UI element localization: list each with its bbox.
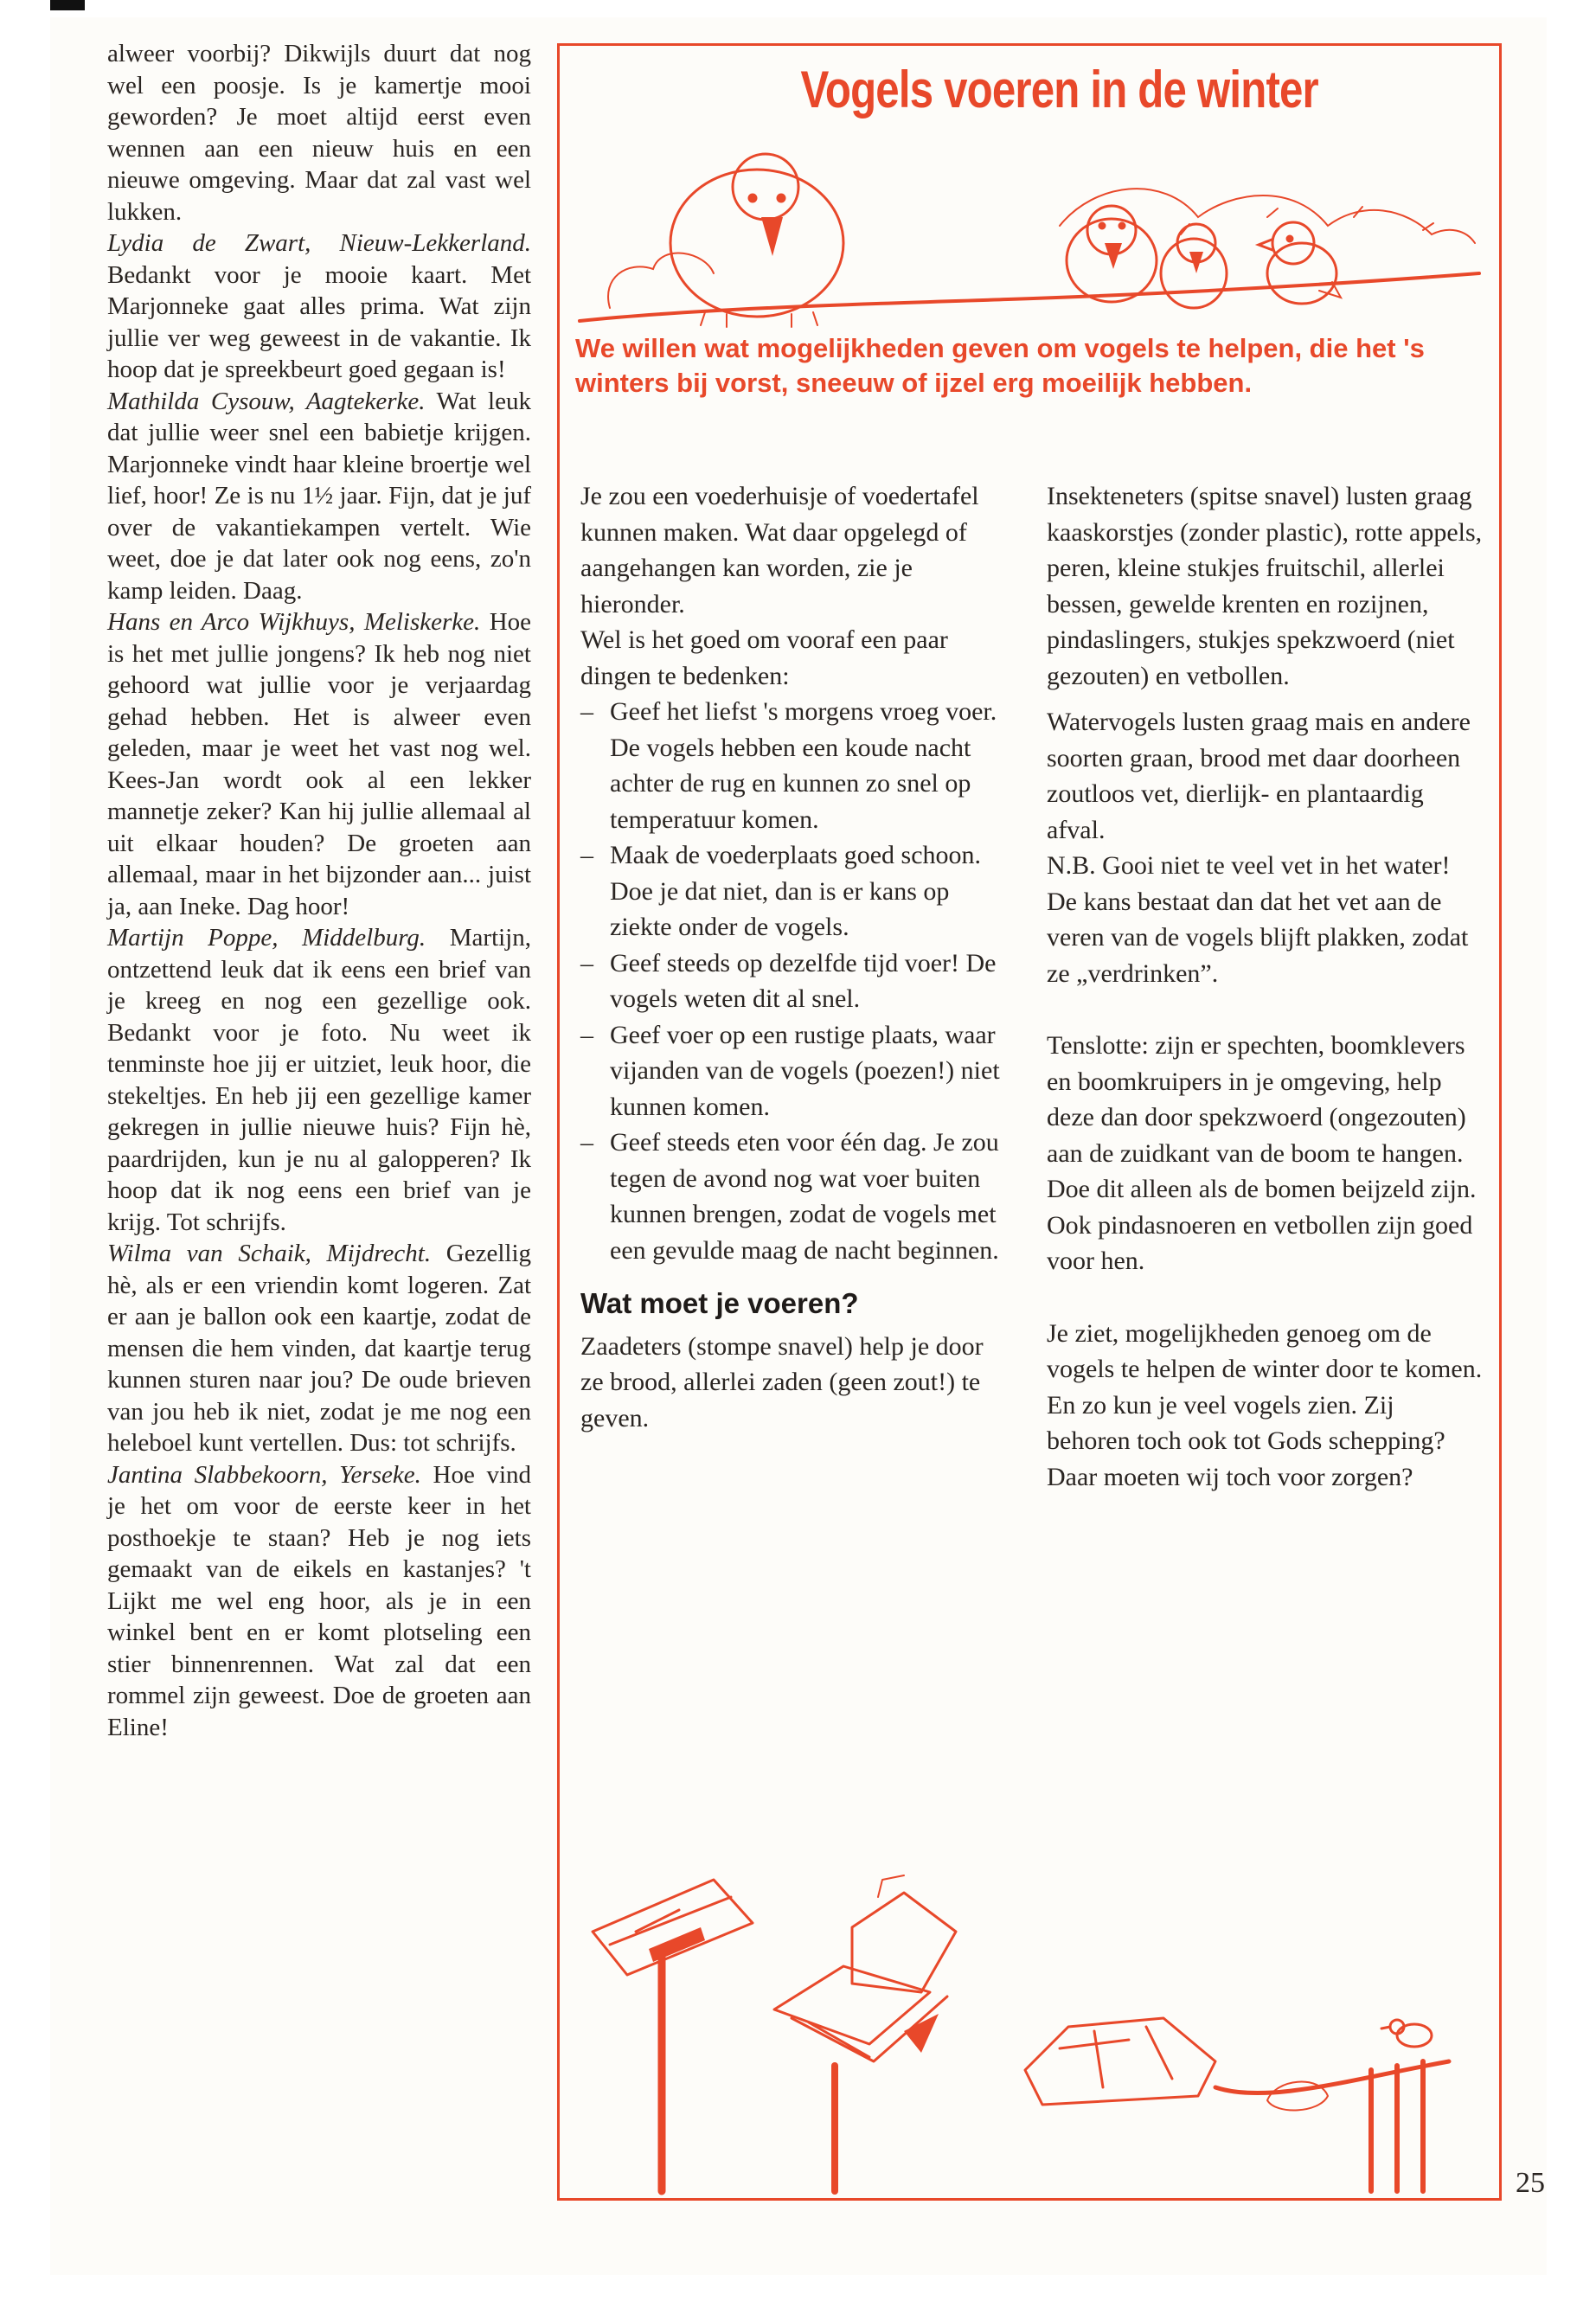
article-column-1 bbox=[580, 478, 1004, 1436]
paragraph: Tenslotte: zijn er spechten, boomklevers en boomkruipers in je omgeving, help deze dan door spekzwoerd (ongezouten) aan de zuidkant van de boom te hangen. Doe dit alleen als de bomen beijzeld zijn. Ook pindasnoeren en vetbollen zijn goed voor hen. bbox=[1047, 1031, 1477, 1275]
letter-reply: Mathilda Cysouw, Aagtekerke. Wat leuk dat jullie weer snel een babietje krijgen. Marjonneke vindt haar kleine broertje wel lief, hoor! Ze is nu 1½ jaar. Fijn, dat je juf over de vakantiekampen vertelt. Wie weet, doe je dat later ook nog eens, zo'n kamp leiden. Daag. bbox=[107, 387, 531, 605]
letter-reply: Martijn Poppe, Middelburg. Martijn, ontzettend leuk dat ik eens een brief van je kreeg en nog een gezellige ook. Bedankt voor je foto. Nu weet ik tenminste hoe jij er uitziet, leuk hoor, die stekeltjes. En heb jij een gezellige kamer gekregen in jullie nieuwe huis? Fijn hè, paardrijden, kun je nu al galopperen? Ik hoop dat ik nog eens een brief van je krijg. Tot schrijfs. bbox=[107, 924, 531, 1236]
bullet-dash: – bbox=[580, 1020, 593, 1049]
bullet-dash: – bbox=[580, 1128, 593, 1157]
letter-sender: Mathilda Cysouw, Aagtekerke. bbox=[107, 387, 426, 415]
paragraph: Wel is het goed om vooraf een paar dingen te bedenken: bbox=[580, 625, 948, 690]
tip-list-item: – Geef steeds eten voor één dag. Je zou tegen de avond nog wat voer buiten kunnen brengen, zodat de vogels met een gevulde maag de nacht beginnen. bbox=[580, 1125, 1004, 1268]
spacer bbox=[1047, 694, 1484, 704]
tip-list-item: – Geef steeds op dezelfde tijd voer! De vogels weten dit al snel. bbox=[580, 945, 1004, 1017]
tip-list-item: – Geef het liefst 's morgens vroeg voer. De vogels hebben een koude nacht achter de rug en kunnen zo snel op temperatuur komen. bbox=[580, 694, 1004, 837]
article-title: Vogels voeren in de winter bbox=[800, 61, 1318, 119]
tip-list-item: – Geef voer op een rustige plaats, waar vijanden van de vogels (poezen!) niet kunnen komen. bbox=[580, 1017, 1004, 1125]
letter-sender: Hans en Arco Wijkhuys, Meliskerke. bbox=[107, 608, 481, 636]
article-column-2 bbox=[1047, 478, 1484, 1495]
letter-intro: alweer voorbij? Dikwijls duurt dat nog wel een poosje. Is je kamertje mooi geworden? Je moet altijd eerst even wennen aan een nieuw huis en een nieuwe omgeving. Maar dat zal vast wel lukken. bbox=[107, 40, 531, 226]
bullet-dash: – bbox=[580, 841, 593, 869]
letter-sender: Lydia de Zwart, Nieuw-Lekkerland. bbox=[107, 229, 531, 257]
letter-reply: Wilma van Schaik, Mijdrecht. Gezellig hè, als er een vriendin komt logeren. Zat er aan je ballon ook een kaartje, zodat de mensen die hem vinden, dat kaartje terug kunnen sturen naar jou? De oude brieven van jou heb ik niet, zodat je me nog een heleboel kunt vertellen. Dus: tot schrijfs. bbox=[107, 1240, 531, 1457]
article-box bbox=[557, 43, 1502, 2201]
spacer bbox=[1047, 991, 1484, 1028]
letter-reply: Jantina Slabbekoorn, Yerseke. Hoe vind je het om voor de eerste keer in het posthoekje te staan? Heb je nog iets gemaakt van de eikels en kastanjes? 't Lijkt me wel eng hoor, als je in een winkel bent en er komt plotseling een stier binnenrennen. Wat zal dat een rommel zijn geweest. Doe de groeten aan Eline! bbox=[107, 1460, 532, 1741]
letters-column bbox=[107, 38, 531, 1743]
paragraph: Insekteneters (spitse snavel) lusten graag kaaskorstjes (zonder plastic), rotte appels, peren, kleine stukjes fruitschil, allerlei bessen, gewelde krenten en rozijnen, pindaslingers, stukjes spekzwoerd (niet gezouten) en vetbollen. bbox=[1047, 482, 1483, 690]
letter-sender: Martijn Poppe, Middelburg. bbox=[107, 924, 426, 952]
paragraph: Watervogels lusten graag mais en andere soorten graan, brood met daar doorheen zoutloos vet, dierlijk- en plantaardig afval. bbox=[1047, 708, 1471, 844]
paragraph: Zaadeters (stompe snavel) help je door ze brood, allerlei zaden (geen zout!) te geven. bbox=[580, 1331, 984, 1433]
page-number: 25 bbox=[1516, 2167, 1545, 2199]
article-intro: We willen wat mogelijkheden geven om vogels te helpen, die het 's winters bij vorst, sneeuw of ijzel erg moeilijk hebben. bbox=[575, 333, 1425, 398]
crop-mark bbox=[50, 0, 85, 10]
bullet-dash: – bbox=[580, 948, 593, 977]
bird-feeders-illustration bbox=[575, 1845, 1488, 2200]
birds-on-branch-illustration bbox=[575, 122, 1484, 330]
bullet-dash: – bbox=[580, 697, 593, 726]
subheading: Wat moet je voeren? bbox=[580, 1287, 859, 1319]
letter-reply: Lydia de Zwart, Nieuw-Lekkerland. Bedankt voor je mooie kaart. Met Marjonneke gaat alles prima. Wat zijn jullie ver weg geweest in de vakantie. Ik hoop dat je spreekbeurt goed gegaan is! bbox=[107, 229, 531, 383]
paragraph: Je ziet, mogelijkheden genoeg om de vogels te helpen de winter door te komen. En zo kun je veel vogels zien. Zij behoren toch ook tot Gods schepping? Daar moeten wij toch voor zorgen? bbox=[1047, 1318, 1483, 1491]
paragraph: N.B. Gooi niet te veel vet in het water! De kans bestaat dan dat het vet aan de veren van de vogels blijft plakken, zodat ze „verdrinken”. bbox=[1047, 851, 1469, 988]
letter-sender: Wilma van Schaik, Mijdrecht. bbox=[107, 1240, 432, 1267]
letter-reply: Hans en Arco Wijkhuys, Meliskerke. Hoe is het met jullie jongens? Ik heb nog niet gehoord wat jullie voor je verjaardag gehad hebben. Het is alweer even geleden, maar je weet het vast nog wel. Kees-Jan wordt ook al een lekker mannetje zeker? Kan hij jullie allemaal al uit elkaar houden? De groeten aan allemaal, maar in het bijzonder aan... juist ja, aan Ineke. Dag hoor! bbox=[107, 608, 532, 920]
letter-sender: Jantina Slabbekoorn, Yerseke. bbox=[107, 1460, 421, 1489]
spacer bbox=[1047, 1279, 1484, 1316]
paragraph: Je zou een voederhuisje of voedertafel kunnen maken. Wat daar opgelegd of aangehangen kan worden, zie je hieronder. bbox=[580, 482, 979, 619]
tip-list-item: – Maak de voederplaats goed schoon. Doe je dat niet, dan is er kans op ziekte onder de vogels. bbox=[580, 837, 1004, 945]
